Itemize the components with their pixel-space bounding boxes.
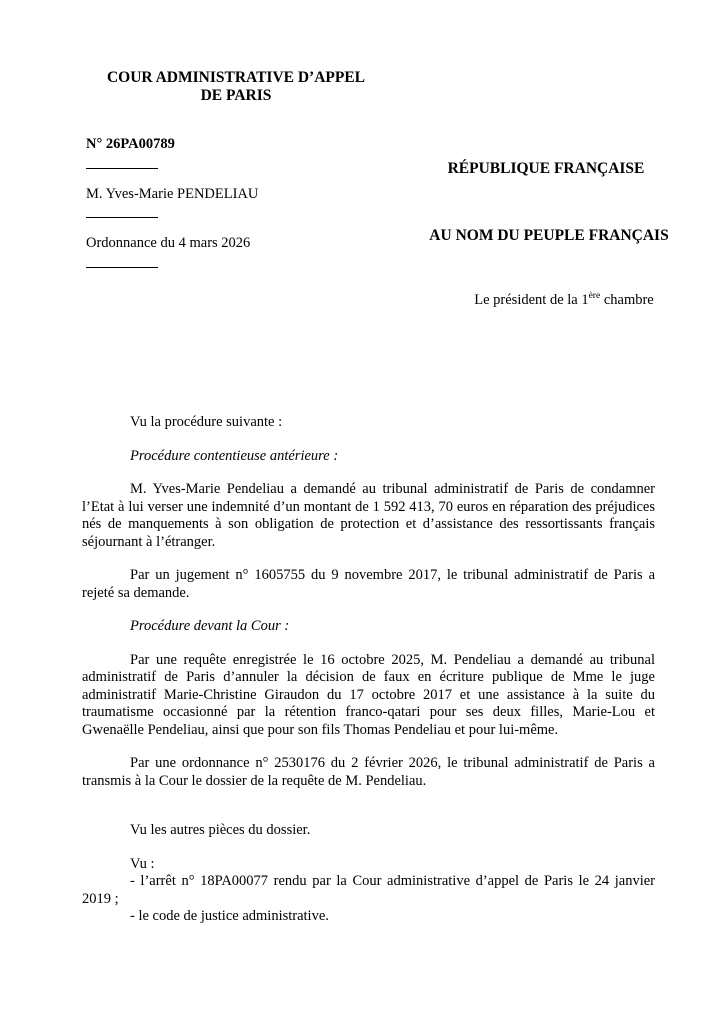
paragraph-vise-code-justice: - le code de justice administrative. [130, 908, 329, 924]
paragraph-vise-arret: - l’arrêt n° 18PA00077 rendu par la Cour administrative d’appel de Paris le 24 janvier 2019 ; [82, 873, 655, 907]
president-prefix: Le président de la 1 [474, 292, 589, 308]
president-ordinal-sup: ère [588, 291, 601, 302]
case-number: N° 26PA00789 [86, 136, 175, 152]
paragraph-vu-autres-pieces: Vu les autres pièces du dossier. [130, 822, 311, 838]
people-title: AU NOM DU PEUPLE FRANÇAIS [429, 227, 669, 244]
paragraph-ordonnance-transmission: Par une ordonnance n° 2530176 du 2 février 2026, le tribunal administratif de Paris a transmis à la Cour le dossier de la requête de M. Pendeliau. [82, 755, 655, 789]
divider-rule [86, 267, 158, 268]
paragraph-vu-procedure-suivante: Vu la procédure suivante : [130, 414, 283, 430]
document-body [82, 414, 655, 926]
president-line [474, 292, 654, 309]
paragraph-requete-2025: Par une requête enregistrée le 16 octobre 2025, M. Pendeliau a demandé au tribunal administratif de Paris d’annuler la décision de faux en écriture publique de Mme le juge administratif Marie-Christine Giraudon du 17 octobre 2017 et une assistance à la suite du traumatisme occasionné par la rétention franco-qatari pour ses deux filles, Marie-Lou et Gwenaëlle Pendeliau, ainsi que pour son fils Thomas Pendeliau et pour lui-même. [82, 651, 655, 738]
divider-rule [86, 217, 158, 218]
president-suffix: chambre [600, 292, 654, 308]
court-title [84, 69, 388, 104]
paragraph-jugement-rejet: Par un jugement n° 1605755 du 9 novembre 2017, le tribunal administratif de Paris a rejeté sa demande. [82, 567, 655, 601]
order-date: Ordonnance du 4 mars 2026 [86, 235, 251, 251]
party-name: M. Yves-Marie PENDELIAU [86, 185, 259, 202]
court-title-line2: DE PARIS [200, 86, 272, 104]
republic-title: RÉPUBLIQUE FRANÇAISE [447, 160, 645, 177]
paragraph-vu: Vu : [130, 855, 155, 872]
heading-procedure-devant-cour: Procédure devant la Cour : [130, 618, 290, 634]
court-title-line1: COUR ADMINISTRATIVE D’APPEL [106, 69, 366, 86]
divider-rule [86, 168, 158, 169]
heading-procedure-contentieuse: Procédure contentieuse antérieure : [130, 447, 339, 464]
paragraph-demande-indemnite: M. Yves-Marie Pendeliau a demandé au tribunal administratif de Paris de condamner l’Etat à lui verser une indemnité d’un montant de 1 592 413, 70 euros en réparation des préjudices nés de manquements à son obligation de protection et d’assistance des ressortissants français séjournant à l’étranger. [82, 481, 655, 550]
case-info-block [86, 136, 258, 268]
